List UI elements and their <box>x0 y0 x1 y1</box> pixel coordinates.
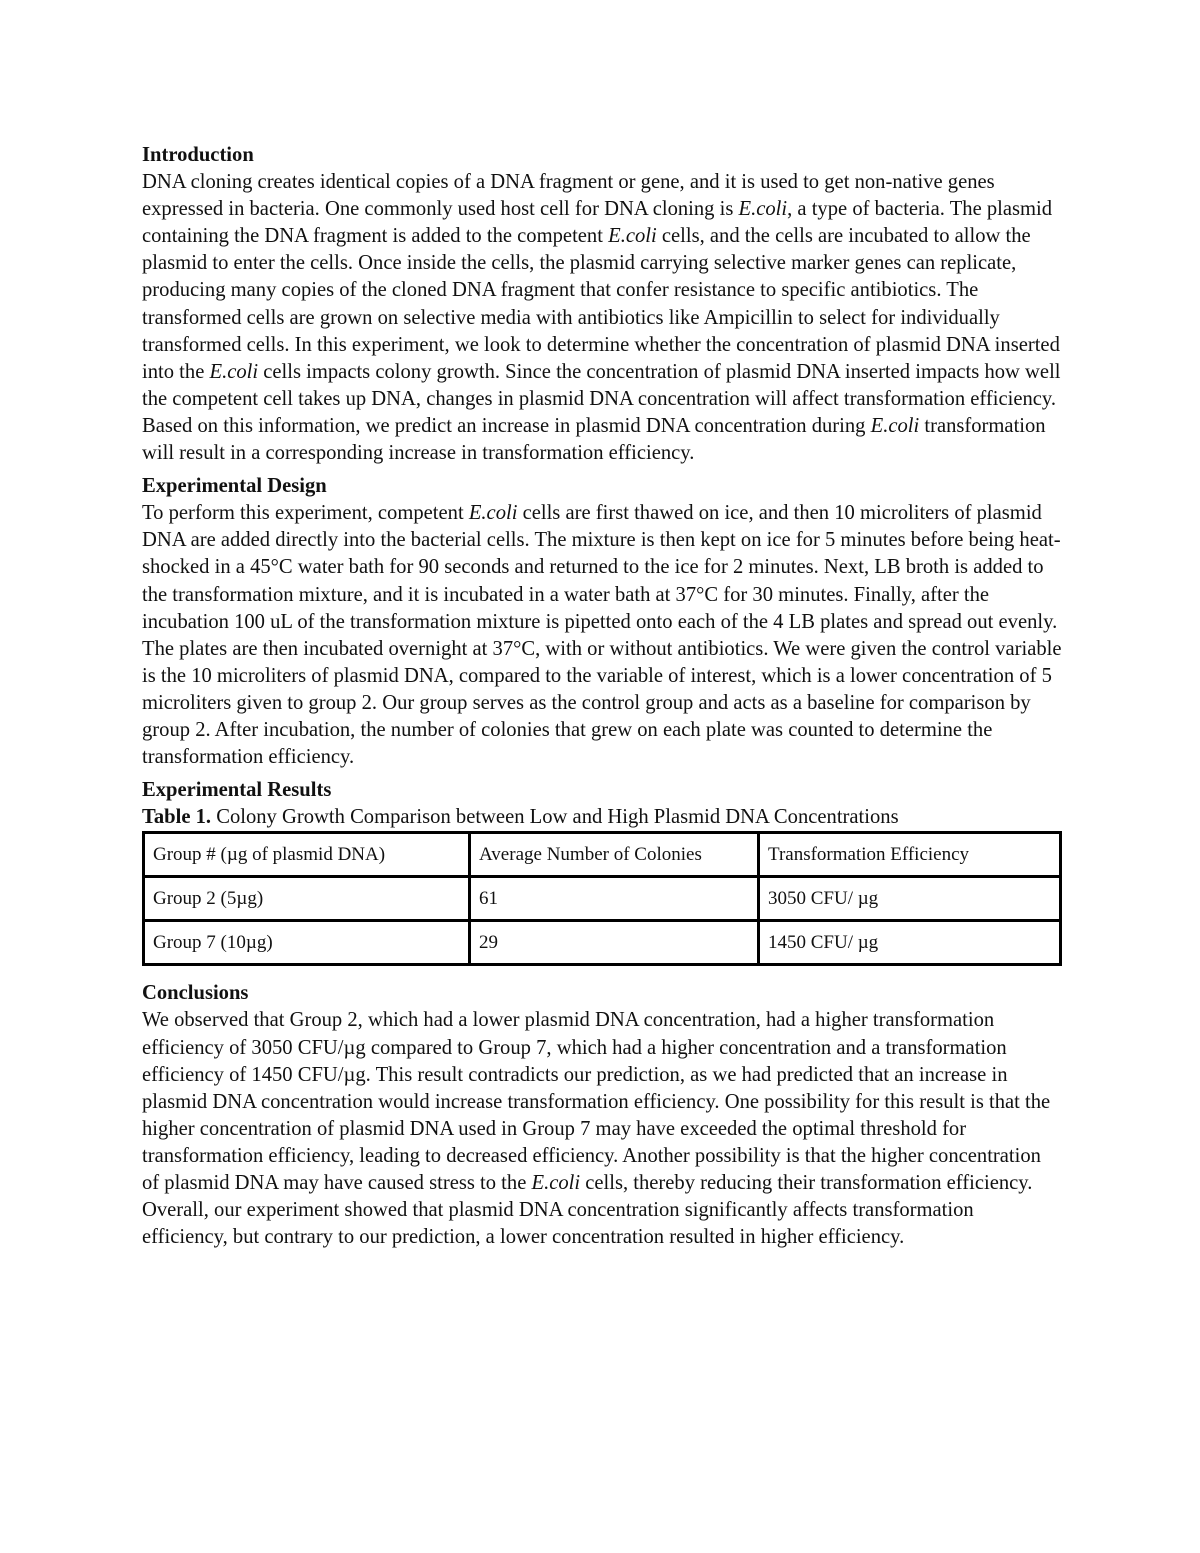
italic-species: E.coli <box>468 502 518 525</box>
text-run: transformation will result in a corresponding increase in transformation efficiency. <box>142 414 1046 465</box>
design-heading: Experimental Design <box>142 475 327 498</box>
text-run: cells impacts colony growth. Since the concentration of plasmid DNA inserted impacts how well the competent cell takes up DNA, changes in plasmid DNA concentration will affect transformation efficiency. Based on this information, we predict an increase in plasmid DNA concentration during <box>142 360 1061 437</box>
table-cell: Group 2 (5µg) <box>144 877 470 921</box>
header-cell-efficiency: Transformation Efficiency <box>759 833 1061 877</box>
italic-species: E.coli <box>738 198 788 221</box>
table-row <box>144 921 1061 965</box>
table-row <box>144 877 1061 921</box>
text-run: cells are first thawed on ice, and then 10 microliters of plasmid DNA are added directly into the bacterial cells. The mixture is then kept on ice for 5 minutes before being heat-shocked in a 45°C water bath for 90 seconds and returned to the ice for 2 minutes. Next, LB broth is added to the transformation mixture, and it is incubated in a water bath at 37°C for 30 minutes. Finally, after the incubation 100 uL of the transformation mixture is pipetted onto each of the 4 LB plates and spread out evenly. The plates are then incubated overnight at 37°C, with or without antibiotics. We were given the control variable is the 10 microliters of plasmid DNA, compared to the variable of interest, which is a lower concentration of 5 microliters given to group 2. Our group serves as the control group and acts as a baseline for comparison by group 2. After incubation, the number of colonies that grew on each plate was counted to determine the transformation efficiency. <box>142 502 1062 769</box>
text-run: To perform this experiment, competent <box>142 502 469 525</box>
text-run: , a type of bacteria. The plasmid containing the DNA fragment is added to the competent <box>142 198 1053 248</box>
text-run: cells, and the cells are incubated to allow the plasmid to enter the cells. Once inside the cells, the plasmid carrying selective marker genes can replicate, producing many copies of the cloned DNA fragment that confer resistance to specific antibiotics. The transformed cells are grown on selective media with antibiotics like Ampicillin to select for individually transformed cells. In this experiment, we look to determine whether the concentration of plasmid DNA inserted into the <box>142 225 1060 383</box>
design-paragraph <box>142 500 1062 771</box>
results-heading: Experimental Results <box>142 779 332 802</box>
introduction-paragraph <box>142 169 1062 467</box>
table-caption-label: Table 1. <box>142 806 212 829</box>
table-header-row <box>144 833 1061 877</box>
table-cell: 29 <box>470 921 759 965</box>
conclusions-paragraph <box>142 1007 1062 1251</box>
text-run: DNA cloning creates identical copies of a DNA fragment or gene, and it is used to get non-native genes expressed in bacteria. One commonly used host cell for DNA cloning is <box>142 171 995 221</box>
results-table <box>142 831 1062 966</box>
document-page <box>142 142 1062 1251</box>
header-cell-colonies: Average Number of Colonies <box>470 833 759 877</box>
table-cell: 61 <box>470 877 759 921</box>
table-cell: 1450 CFU/ µg <box>759 921 1061 965</box>
conclusions-heading: Conclusions <box>142 982 249 1005</box>
italic-species: E.coli <box>531 1172 581 1194</box>
header-cell-group: Group # (µg of plasmid DNA) <box>144 833 470 877</box>
introduction-heading: Introduction <box>142 144 254 166</box>
table-cell: 3050 CFU/ µg <box>759 877 1061 921</box>
text-run: cells, thereby reducing their transformation efficiency. Overall, our experiment showed that plasmid DNA concentration significantly affects transformation efficiency, but contrary to our prediction, a lower concentration resulted in higher efficiency. <box>142 1172 1033 1249</box>
italic-species: E.coli <box>209 360 259 383</box>
italic-species: E.coli <box>870 414 920 437</box>
table-caption <box>142 804 1062 831</box>
italic-species: E.coli <box>608 225 657 248</box>
table-caption-text: Colony Growth Comparison between Low and High Plasmid DNA Concentrations <box>211 806 899 829</box>
text-run: We observed that Group 2, which had a lower plasmid DNA concentration, had a higher transformation efficiency of 3050 CFU/µg compared to Group 7, which had a higher concentration and a transformation efficiency of 1450 CFU/µg. This result contradicts our prediction, as we had predicted that an increase in plasmid DNA concentration would increase transformation efficiency. One possibility for this result is that the higher concentration of plasmid DNA used in Group 7 may have exceeded the optimal threshold for transformation efficiency, leading to decreased efficiency. Another possibility is that the higher concentration of plasmid DNA may have caused stress to the <box>142 1009 1051 1194</box>
table-cell: Group 7 (10µg) <box>144 921 470 965</box>
